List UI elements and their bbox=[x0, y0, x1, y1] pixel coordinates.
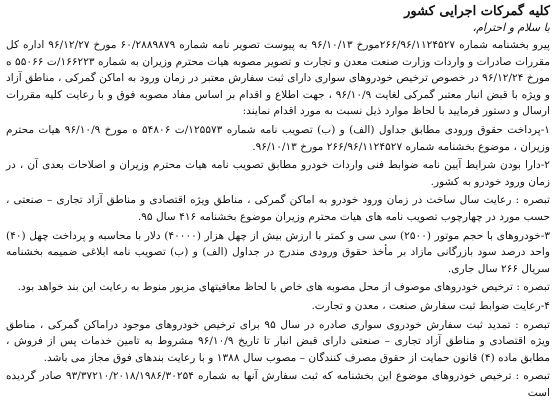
paragraph-item-2: ۲-دارا بودن شرایط آیین نامه ضوابط فنی واردات خودرو مطابق تصویب نامه هیات محترم وزیران و اصلاحات بعدی آن ، در زمان ورود خودرو به کشور. bbox=[6, 159, 550, 188]
paragraph-note-3: تبصره : تمدید ثبت سفارش خودروی سواری صادره در سال ۹۵ برای ترخیص خودروهای موجود دراماکن گمرکی ، مناطق ویژه اقتصادی و مناطق آزاد تجاری – صنعتی دارای قبض انبار تا تاریخ ۹۶/۱۰/۹ مشروط به تامین خدمات پس از فروش ، مطابق ماده (۴) قانون حمایت از حقوق مصرف کنندگان – مصوب سال ۱۳۸۸ و با رعایت بندهای فوق مجاز می باشد. bbox=[6, 318, 551, 364]
paragraph-intro: پیرو بخشنامه شماره ۲۶۶/۹۶/۱۱۲۴۵۲۷مورخ ۹۶/۱۰/۱۳ به پیوست تصویر نامه شماره ۶۰/۲۸۸۹۸۷۹ مورخ ۹۶/۱۲/۲۷ اداره کل مقررات صادرات و واردات وزارت صنعت معدن و تجارت و تصویر مصوبه هیات محترم وزیران به شماره ۱۶۶۲۲۳/ت ۵۵۰۶۶ ه مورخ ۹۶/۱۲/۲۴ در خصوص ترخیص خودروهای سواری دارای ثبت سفارش معتبر در زمان ورود به اماکن گمرکی ، مناطق آزاد و ویژه با قبض انبار معتبر گمرکی لغایت ۹۶/۱۰/۹ ، جهت اطلاع و اقدام بر اساس مفاد مصوبه فوق و با رعایت کلیه مقررات ارسال و دستور فرمایید با لحاظ موارد ذیل نسبت به مورد اقدام نمایند: bbox=[6, 39, 550, 118]
paragraph-note-1: تبصره : رعایت سال ساخت در زمان ورود خودرو به اماکن گمرکی ، مناطق ویژه اقتصادی و مناطق آزاد تجاری – صنعتی ، حسب مورد در چهارچوب تصویب نامه های هیات محترم وزیران موضوع بخشنامه ۴۱۶ سال ۹۵. bbox=[6, 194, 550, 223]
document-title: کلیه گمرکات اجرایی کشور bbox=[404, 4, 550, 19]
paragraph-item-3: ۳-خودروهای با حجم موتور (۲۵۰۰) سی سی و کمتر با ارزش بیش از چهل هزار (۴۰۰۰۰) دلار با محاسبه و پرداخت چهل (۴۰) واحد درصد سود بازرگانی مازاد بر مأخذ حقوق ورودی مندرج در جداول (الف) و (ب) تصویب نامه ابلاغی ضمیمه بخشنامه سریال ۲۶۶ سال جاری. bbox=[6, 229, 551, 275]
paragraph-note-2: تبصره : ترخیص خودروهای موصوف از محل مصوبه های خاص با لحاظ معافیتهای مزبور منوط به رعایت این بند خواهد بود. bbox=[17, 281, 550, 294]
paragraph-item-4: ۴-رعایت ضوابط ثبت سفارش صنعت ، معدن و تجارت. bbox=[311, 299, 550, 312]
paragraph-item-1: ۱-پرداخت حقوق ورودی مطابق جداول (الف) و (ب) تصویب نامه شماره ۱۲۵۵۷۳/ت ۵۴۸۰۶ ه مورخ ۹۶/۱۰/۹ هیات محترم وزیران ، موضوع بخشنامه شماره ۲۶۶/۹۶/۱۱۲۴۵۲۷ مورخ ۹۶/۱۰/۱۳. bbox=[6, 123, 550, 153]
paragraph-note-4: تبصره : ترخیص خودروهای موضوع این بخشنامه که ثبت سفارش آنها به شماره ۹۳/۳۷۲۱۰/۲۰۱۸/۱۹۸۶/۳۰۲۵۴ صادر گردیده است bbox=[6, 370, 550, 399]
salutation: با سلام و احترام، bbox=[472, 21, 550, 34]
